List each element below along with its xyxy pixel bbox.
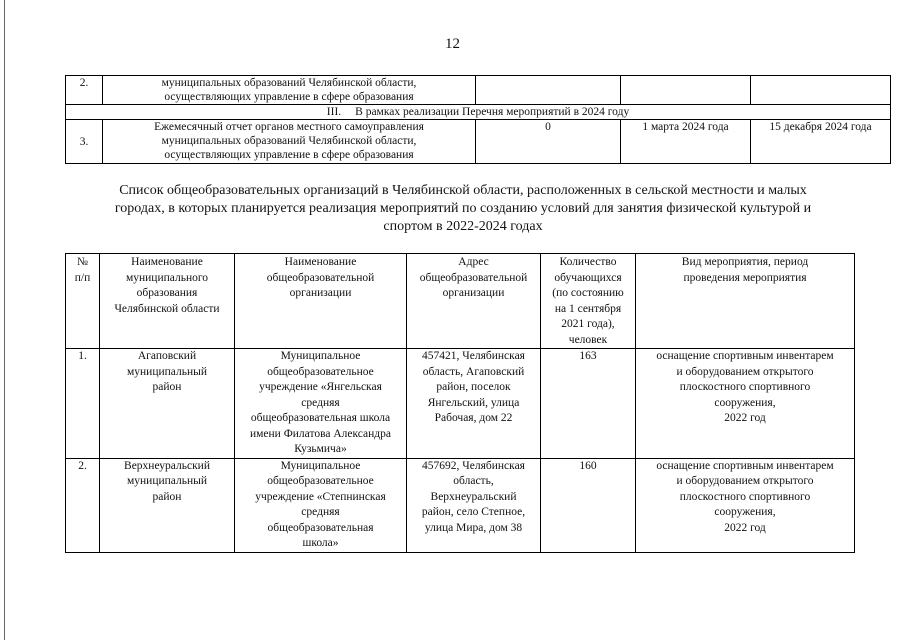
section-heading	[66, 105, 891, 120]
text-line: муниципальных образований Челябинской области,	[161, 77, 417, 89]
text-line: школа»	[302, 537, 339, 549]
activity-cell	[636, 349, 855, 459]
header-students	[541, 254, 636, 349]
text-line: 457421, Челябинская	[422, 350, 525, 362]
row-number: 3.	[66, 120, 103, 164]
text-line: область, Агаповский	[422, 365, 525, 378]
header-line: человек	[568, 333, 608, 346]
text-line: общеобразовательная	[267, 521, 374, 534]
organization-cell	[235, 349, 407, 459]
text-line: общеобразовательная школа	[250, 412, 391, 424]
header-line: общеобразовательной	[266, 271, 375, 284]
text-line: и оборудованием открытого	[676, 365, 814, 378]
text-line: Ежемесячный отчет органов местного самоуправления	[154, 121, 424, 133]
table-row	[66, 120, 891, 164]
text-line: улица Мира, дом 38	[424, 521, 523, 534]
header-line: муниципального	[125, 271, 209, 284]
text-line: Янгельский, улица	[427, 396, 520, 409]
row-value	[476, 76, 621, 105]
header-line: организации	[289, 287, 352, 299]
address-cell	[407, 458, 541, 552]
organizations-table	[65, 253, 855, 553]
text-line: 2022 год	[724, 521, 766, 534]
page-edge-line	[4, 0, 5, 640]
section-roman: III.	[326, 106, 342, 118]
text-line: общеобразовательное	[267, 365, 374, 378]
header-line: Количество	[559, 256, 617, 268]
title-line: Список общеобразовательных организаций в Челябинской области, расположенных в сельской местности и малых	[119, 183, 807, 198]
row-description	[103, 76, 476, 105]
header-activity	[636, 254, 855, 349]
text-line: плоскостного спортивного	[679, 490, 811, 503]
header-line: на 1 сентября	[554, 302, 622, 315]
text-line: оснащение спортивным инвентарем	[656, 459, 834, 472]
row-number: 2.	[66, 458, 100, 552]
row-number: 1.	[66, 349, 100, 459]
text-line: оснащение спортивным инвентарем	[656, 350, 834, 362]
page-number: 12	[445, 36, 460, 52]
text-line: общеобразовательное	[267, 475, 374, 487]
text-line: Кузьмича»	[294, 443, 347, 455]
table-row	[66, 76, 891, 105]
text-line: Верхнеуральский	[124, 459, 210, 472]
header-line: организации	[442, 287, 505, 299]
section-row	[66, 105, 891, 120]
address-cell	[407, 349, 541, 459]
header-line: Челябинской области	[114, 302, 220, 315]
students-cell: 160	[541, 458, 636, 552]
header-line: Вид мероприятия, период	[681, 256, 809, 268]
text-line: 2022 год	[724, 412, 766, 424]
table-header-row	[66, 254, 855, 349]
text-line: Муниципальное	[280, 350, 361, 362]
section-text: В рамках реализации Перечня мероприятий в 2024 году	[355, 106, 630, 118]
text-line: сооружения,	[714, 506, 776, 518]
header-line: Наименование	[131, 256, 203, 268]
header-line: Наименование	[284, 256, 357, 268]
upper-table	[65, 75, 891, 164]
text-line: осуществляющих управление в сфере образования	[164, 91, 414, 103]
header-address	[407, 254, 541, 349]
header-line: п/п	[74, 271, 91, 284]
header-line: Адрес	[458, 256, 489, 268]
title-line: городах, в которых планируется реализация мероприятий по созданию условий для занятия физической культурой и	[114, 201, 812, 216]
table-row	[66, 349, 855, 459]
header-municipality	[100, 254, 235, 349]
text-line: сооружения,	[714, 396, 776, 409]
text-line: учреждение «Степнинская	[255, 490, 386, 503]
header-line: №	[77, 256, 88, 268]
header-number	[66, 254, 100, 349]
header-line: (по состоянию	[552, 287, 624, 299]
text-line: район, село Степное,	[421, 506, 526, 518]
row-start-date: 1 марта 2024 года	[621, 120, 751, 164]
text-line: Верхнеуральский	[430, 490, 517, 503]
header-line: обучающихся	[554, 271, 622, 284]
text-line: и оборудованием открытого	[676, 475, 814, 487]
text-line: область,	[453, 475, 494, 487]
header-organization	[235, 254, 407, 349]
municipality-cell	[100, 349, 235, 459]
text-line: 457692, Челябинская	[422, 459, 525, 472]
text-line: муниципальный	[126, 365, 208, 378]
table-row	[66, 458, 855, 552]
row-description	[103, 120, 476, 164]
students-cell: 163	[541, 349, 636, 459]
row-start-date	[621, 76, 751, 105]
list-title	[78, 182, 848, 236]
text-line: район	[152, 490, 182, 503]
text-line: Агаповский	[137, 350, 197, 362]
row-end-date	[751, 76, 891, 105]
text-line: Муниципальное	[280, 459, 361, 472]
row-number: 2.	[66, 76, 103, 105]
text-line: район, поселок	[436, 381, 511, 393]
activity-cell	[636, 458, 855, 552]
text-line: имени Филатова Александра	[249, 427, 392, 440]
row-end-date: 15 декабря 2024 года	[751, 120, 891, 164]
header-line: образования	[136, 287, 198, 299]
header-line: 2021 года),	[561, 318, 615, 330]
text-line: муниципальный	[126, 475, 208, 487]
text-line: средняя	[301, 506, 340, 518]
municipality-cell	[100, 458, 235, 552]
organization-cell	[235, 458, 407, 552]
text-line: плоскостного спортивного	[679, 381, 811, 393]
text-line: муниципальных образований Челябинской области,	[161, 135, 417, 147]
header-line: проведения мероприятия	[683, 271, 807, 284]
text-line: район	[152, 381, 182, 393]
text-line: учреждение «Янгельская	[259, 381, 382, 393]
text-line: средняя	[301, 396, 340, 409]
title-line: спортом в 2022-2024 годах	[383, 219, 543, 234]
header-line: общеобразовательной	[419, 271, 528, 284]
row-value: 0	[476, 120, 621, 164]
text-line: осуществляющих управление в сфере образования	[164, 149, 414, 161]
text-line: Рабочая, дом 22	[434, 412, 513, 424]
